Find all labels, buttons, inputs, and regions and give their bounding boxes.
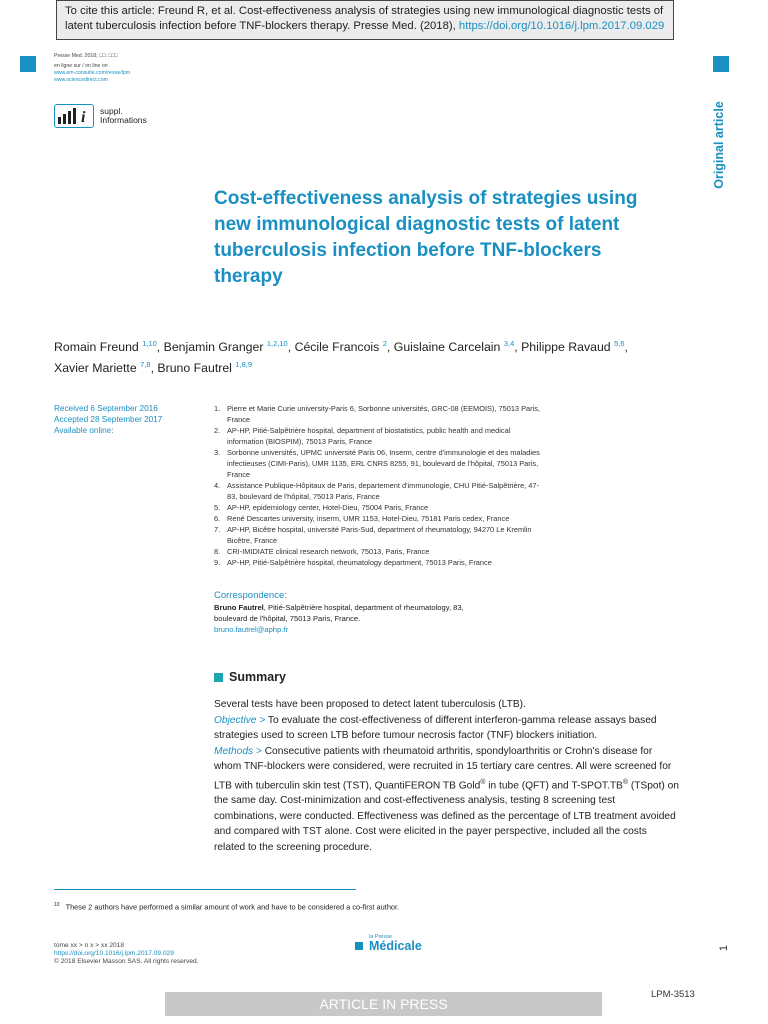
affiliation-item: 3. Sorbonne universités, UPMC université Paris 06, Inserm, centre d'immunologie et des maladies infectieuses (CIMI-Paris), UMR 1135, ERL CNRS 8255, 91, boulevard de l'hôpital, 75013 Paris, France bbox=[214, 448, 540, 479]
affiliation-list bbox=[214, 403, 544, 568]
article-title: Cost-effectiveness analysis of strategies using new immunological diagnostic tests of latent tuberculosis infection before TNF-blockers therapy bbox=[214, 188, 638, 287]
article-in-press-banner: ARTICLE IN PRESS bbox=[165, 992, 602, 1016]
online-label: en ligne sur / on line on bbox=[54, 63, 108, 69]
journal-ref: Presse Med. 2018; □□: □□□ bbox=[54, 53, 118, 59]
svg-text:i: i bbox=[81, 109, 86, 126]
correspondence-email-link[interactable]: bruno.fautrel@aphp.fr bbox=[214, 625, 288, 634]
affiliation-item: 1. Pierre et Marie Curie university-Paris 6, Sorbonne universités, GRC-08 (EEMOIS), 75013 Paris, France bbox=[214, 404, 540, 424]
summary-intro: Several tests have been proposed to detect latent tuberculosis (LTB). bbox=[214, 699, 526, 710]
correspondence-name: Bruno Fautrel bbox=[214, 603, 264, 612]
article-type-text: Original article bbox=[712, 101, 726, 189]
correspondence-address-2: boulevard de l'hôpital, 75013 Paris, France. bbox=[214, 614, 361, 623]
correspondence-heading: Correspondence: bbox=[214, 590, 287, 601]
accepted-date: Accepted 28 September 2017 bbox=[54, 415, 163, 424]
logo-big-text: Médicale bbox=[369, 939, 422, 953]
sciencedirect-link[interactable]: www.sciencedirect.com bbox=[54, 77, 108, 83]
suppl-line1: suppl. bbox=[100, 106, 123, 116]
section-marker-icon bbox=[214, 673, 223, 682]
logo-small-text: la Presse bbox=[369, 934, 392, 940]
affiliation-item: 9. AP-HP, Pitié-Salpêtrière hospital, rheumatology department, 75013 Paris, France bbox=[214, 558, 492, 567]
affiliation-item: 6. René Descartes university, inserm, UMR 1153, Hotel-Dieu, 75181 Paris cedex, France bbox=[214, 514, 510, 523]
author: Cécile Francois $^2$, bbox=[294, 339, 394, 355]
page-number-text: 1 bbox=[718, 944, 730, 952]
summary-heading-text: Summary bbox=[229, 670, 286, 684]
online-date: Available online: bbox=[54, 426, 114, 435]
affiliation-item: 7. AP-HP, Bicêtre hospital, université Paris-Sud, department of rheumatology, 94270 Le Kremlin Bicêtre, France bbox=[214, 525, 532, 545]
corner-square-right bbox=[713, 56, 729, 72]
suppl-line2: Informations bbox=[100, 115, 147, 125]
footnote: $^{10}$ These 2 authors have performed a similar amount of work and have to be considered a co-first author. bbox=[54, 902, 400, 912]
data-info-icon bbox=[54, 104, 94, 128]
journal-logo bbox=[355, 934, 422, 953]
correspondence-address: , Pitié-Salpêtrière hospital, department of rheumatology, 83, bbox=[263, 603, 464, 612]
affiliation-item: 5. AP-HP, epidemiology center, Hotel-Dieu, 75004 Paris, France bbox=[214, 503, 429, 512]
author: Guislaine Carcelain $^{3,4}$, bbox=[393, 339, 522, 355]
summary-body bbox=[214, 697, 679, 855]
author: Romain Freund $^{1,10}$, bbox=[54, 339, 164, 355]
footer-copyright: © 2018 Elsevier Masson SAS. All rights reserved. bbox=[54, 958, 199, 965]
article-dates bbox=[54, 403, 162, 436]
footer-tome: tome xx > n x > xx 2018 bbox=[54, 942, 125, 949]
received-date: Received 6 September 2016 bbox=[54, 404, 158, 413]
footer-doi-link[interactable]: https://doi.org/10.1016/j.lpm.2017.09.029 bbox=[54, 950, 174, 957]
summary-objective: Objective > To evaluate the cost-effectiveness of different interferon-gamma release assays based strategies used to screen LTB before tumour necrosis factor (TNF) blockers initiation. bbox=[214, 714, 657, 741]
correspondence bbox=[214, 590, 464, 635]
citation-doi-link[interactable]: https://doi.org/10.1016/j.lpm.2017.09.029 bbox=[458, 20, 665, 32]
corner-square-left bbox=[20, 56, 36, 72]
citation-text: To cite this article: Freund R, et al. Cost-effectiveness analysis of strategies using new immunological diagnostic tests of latent tuberculosis infection before TNF-blockers therapy. Presse Med. (2018), bbox=[65, 5, 664, 32]
article-type-label bbox=[704, 90, 734, 200]
author-list bbox=[54, 335, 694, 377]
page-number bbox=[712, 940, 736, 956]
journal-info bbox=[54, 53, 130, 84]
affiliation-item: 2. AP-HP, Pitié-Salpêtrière hospital, department of biostatistics, public health and medical information (BIOSPIM), 75013 Paris, France bbox=[214, 426, 511, 446]
em-consulte-link[interactable]: www.em-consulte.com/revue/lpm bbox=[54, 70, 131, 76]
summary-heading bbox=[214, 670, 286, 684]
citation-box bbox=[56, 0, 674, 40]
footer-info bbox=[54, 942, 199, 966]
affiliation-item: 8. CRI-IMIDIATE clinical research network, 75013, Paris, France bbox=[214, 547, 430, 556]
author: Xavier Mariette $^{7,8}$, bbox=[54, 360, 158, 376]
affiliation-item: 4. Assistance Publique-Hôpitaux de Paris, departement d'immunologie, CHU Pitié-Salpêtrière, 47-83, boulevard de l'hôpital, 75013 Paris, France bbox=[214, 481, 539, 501]
author: Bruno Fautrel $^{1,8,9}$ bbox=[157, 360, 253, 376]
logo-square-icon bbox=[355, 942, 363, 950]
supplementary-info[interactable] bbox=[54, 104, 147, 128]
article-code: LPM-3513 bbox=[651, 989, 695, 1000]
footnote-divider bbox=[54, 889, 356, 890]
summary-methods: Methods > Consecutive patients with rheumatoid arthritis, spondyloarthritis or Crohn's disease for whom TNF-blockers were considered, were recruited in 15 tertiary care centres. All were screened for LTB with tuberculin skin test (TST), QuantiFERON TB Gold® in tube (QFT) and T-SPOT.TB® (TSpot) on the same day. Cost-minimization and cost-effectiveness analysis, testing 8 screening test combinations, were conducted. Effectiveness was defined as the percentage of LTB treatment avoided and compared with TST alone. Cost were elicited in the payer perspective, included all the costs related to the screening procedure. bbox=[214, 745, 679, 853]
author: Philippe Ravaud $^{5,6}$, bbox=[521, 339, 628, 355]
author: Benjamin Granger $^{1,2,10}$, bbox=[163, 339, 295, 355]
